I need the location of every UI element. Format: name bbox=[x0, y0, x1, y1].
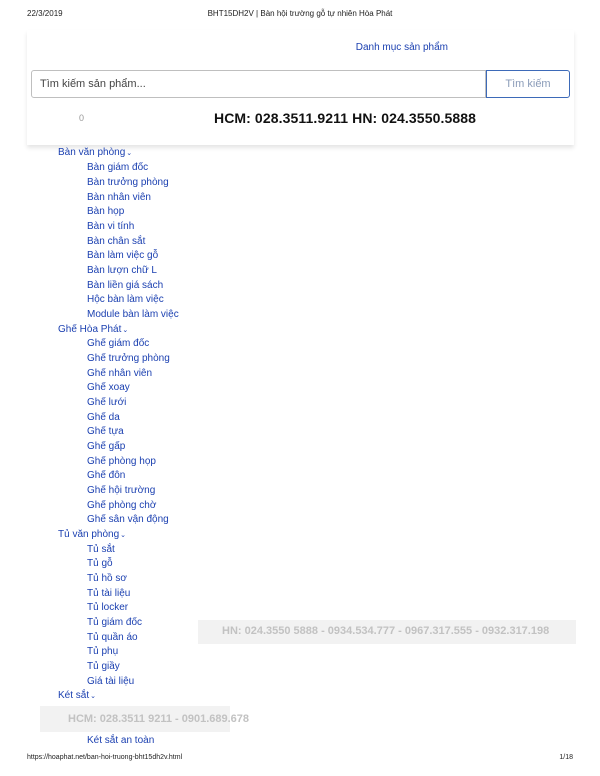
print-url: https://hoaphat.net/ban-hoi-truong-bht15dh2v.html bbox=[27, 754, 183, 761]
nav-item[interactable]: Tủ locker bbox=[87, 602, 129, 613]
cart-count: 0 bbox=[79, 113, 85, 123]
nav-item[interactable]: Bàn lượn chữ L bbox=[87, 265, 157, 276]
print-page-number: 1/18 bbox=[559, 754, 573, 761]
nav-category-ban-van-phong[interactable]: Bàn văn phòng⌄ bbox=[58, 147, 133, 158]
nav-item[interactable]: Tủ sắt bbox=[87, 544, 115, 555]
chevron-down-icon: ⌄ bbox=[120, 532, 127, 539]
nav-item[interactable]: Tủ tài liệu bbox=[87, 588, 131, 599]
nav-item[interactable]: Ghế trưởng phòng bbox=[87, 353, 170, 364]
hotline: HCM: 028.3511.9211 HN: 024.3550.5888 bbox=[214, 110, 477, 126]
nav-item[interactable]: Tủ giầy bbox=[87, 661, 120, 672]
nav-item[interactable]: Bàn làm việc gỗ bbox=[87, 250, 159, 261]
nav-category-tu-van-phong[interactable]: Tủ văn phòng⌄ bbox=[58, 529, 127, 540]
nav-item[interactable]: Ghế phòng chờ bbox=[87, 500, 157, 511]
print-date: 22/3/2019 bbox=[27, 9, 63, 18]
chevron-down-icon: ⌄ bbox=[122, 327, 129, 334]
nav-item[interactable]: Tủ giám đốc bbox=[87, 617, 143, 628]
nav-item[interactable]: Bàn nhân viên bbox=[87, 192, 151, 203]
nav-item[interactable]: Ghế nhân viên bbox=[87, 368, 153, 379]
chevron-down-icon: ⌄ bbox=[126, 150, 133, 157]
search-input[interactable] bbox=[31, 70, 486, 98]
nav-item[interactable]: Ghế sân vận động bbox=[87, 514, 169, 525]
nav-item[interactable]: Ghế phòng họp bbox=[87, 456, 156, 467]
category-menu-toggle[interactable]: Danh mục sản phẩm bbox=[355, 42, 448, 53]
nav-item[interactable]: Tủ phụ bbox=[87, 646, 119, 657]
hotline-watermark-hcm: HCM: 028.3511 9211 - 0901.689.678 bbox=[68, 713, 250, 725]
nav-item[interactable]: Bàn vi tính bbox=[87, 221, 135, 232]
nav-item[interactable]: Module bàn làm việc bbox=[87, 309, 179, 320]
nav-item[interactable]: Ghế xoay bbox=[87, 382, 130, 393]
nav-item[interactable]: Tủ quần áo bbox=[87, 632, 138, 643]
search-button[interactable]: Tìm kiếm bbox=[486, 70, 570, 98]
nav-item[interactable]: Giá tài liệu bbox=[87, 676, 135, 687]
nav-item[interactable]: Ghế đôn bbox=[87, 470, 126, 481]
nav-item[interactable]: Bàn liền giá sách bbox=[87, 280, 164, 291]
nav-item[interactable]: Hộc bàn làm việc bbox=[87, 294, 164, 305]
hotline-watermark-hn: HN: 024.3550 5888 - 0934.534.777 - 0967.317.555 - 0932.317.198 bbox=[222, 625, 550, 637]
chevron-down-icon: ⌄ bbox=[90, 693, 97, 700]
nav-item[interactable]: Bàn chân sắt bbox=[87, 236, 146, 247]
nav-item[interactable]: Ghế hội trường bbox=[87, 485, 156, 496]
nav-item[interactable]: Bàn giám đốc bbox=[87, 162, 149, 173]
nav-item[interactable]: Ghế giám đốc bbox=[87, 338, 150, 349]
nav-item[interactable]: Két sắt an toàn bbox=[87, 735, 155, 746]
print-title: BHT15DH2V | Bàn hội trường gỗ tự nhiên Hòa Phát bbox=[207, 9, 393, 18]
nav-item[interactable]: Ghế gấp bbox=[87, 441, 126, 452]
nav-item[interactable]: Bàn trưởng phòng bbox=[87, 177, 169, 188]
nav-item[interactable]: Ghế da bbox=[87, 412, 120, 423]
nav-category-ket-sat[interactable]: Két sắt⌄ bbox=[58, 690, 97, 701]
nav-item[interactable]: Ghế lưới bbox=[87, 397, 127, 408]
nav-item[interactable]: Bàn họp bbox=[87, 206, 125, 217]
nav-item[interactable]: Tủ gỗ bbox=[87, 558, 113, 569]
nav-item[interactable]: Tủ hồ sơ bbox=[87, 573, 127, 584]
nav-item[interactable]: Ghế tựa bbox=[87, 426, 124, 437]
site-header bbox=[27, 30, 574, 145]
nav-category-ghe-hoa-phat[interactable]: Ghế Hòa Phát⌄ bbox=[58, 324, 129, 335]
